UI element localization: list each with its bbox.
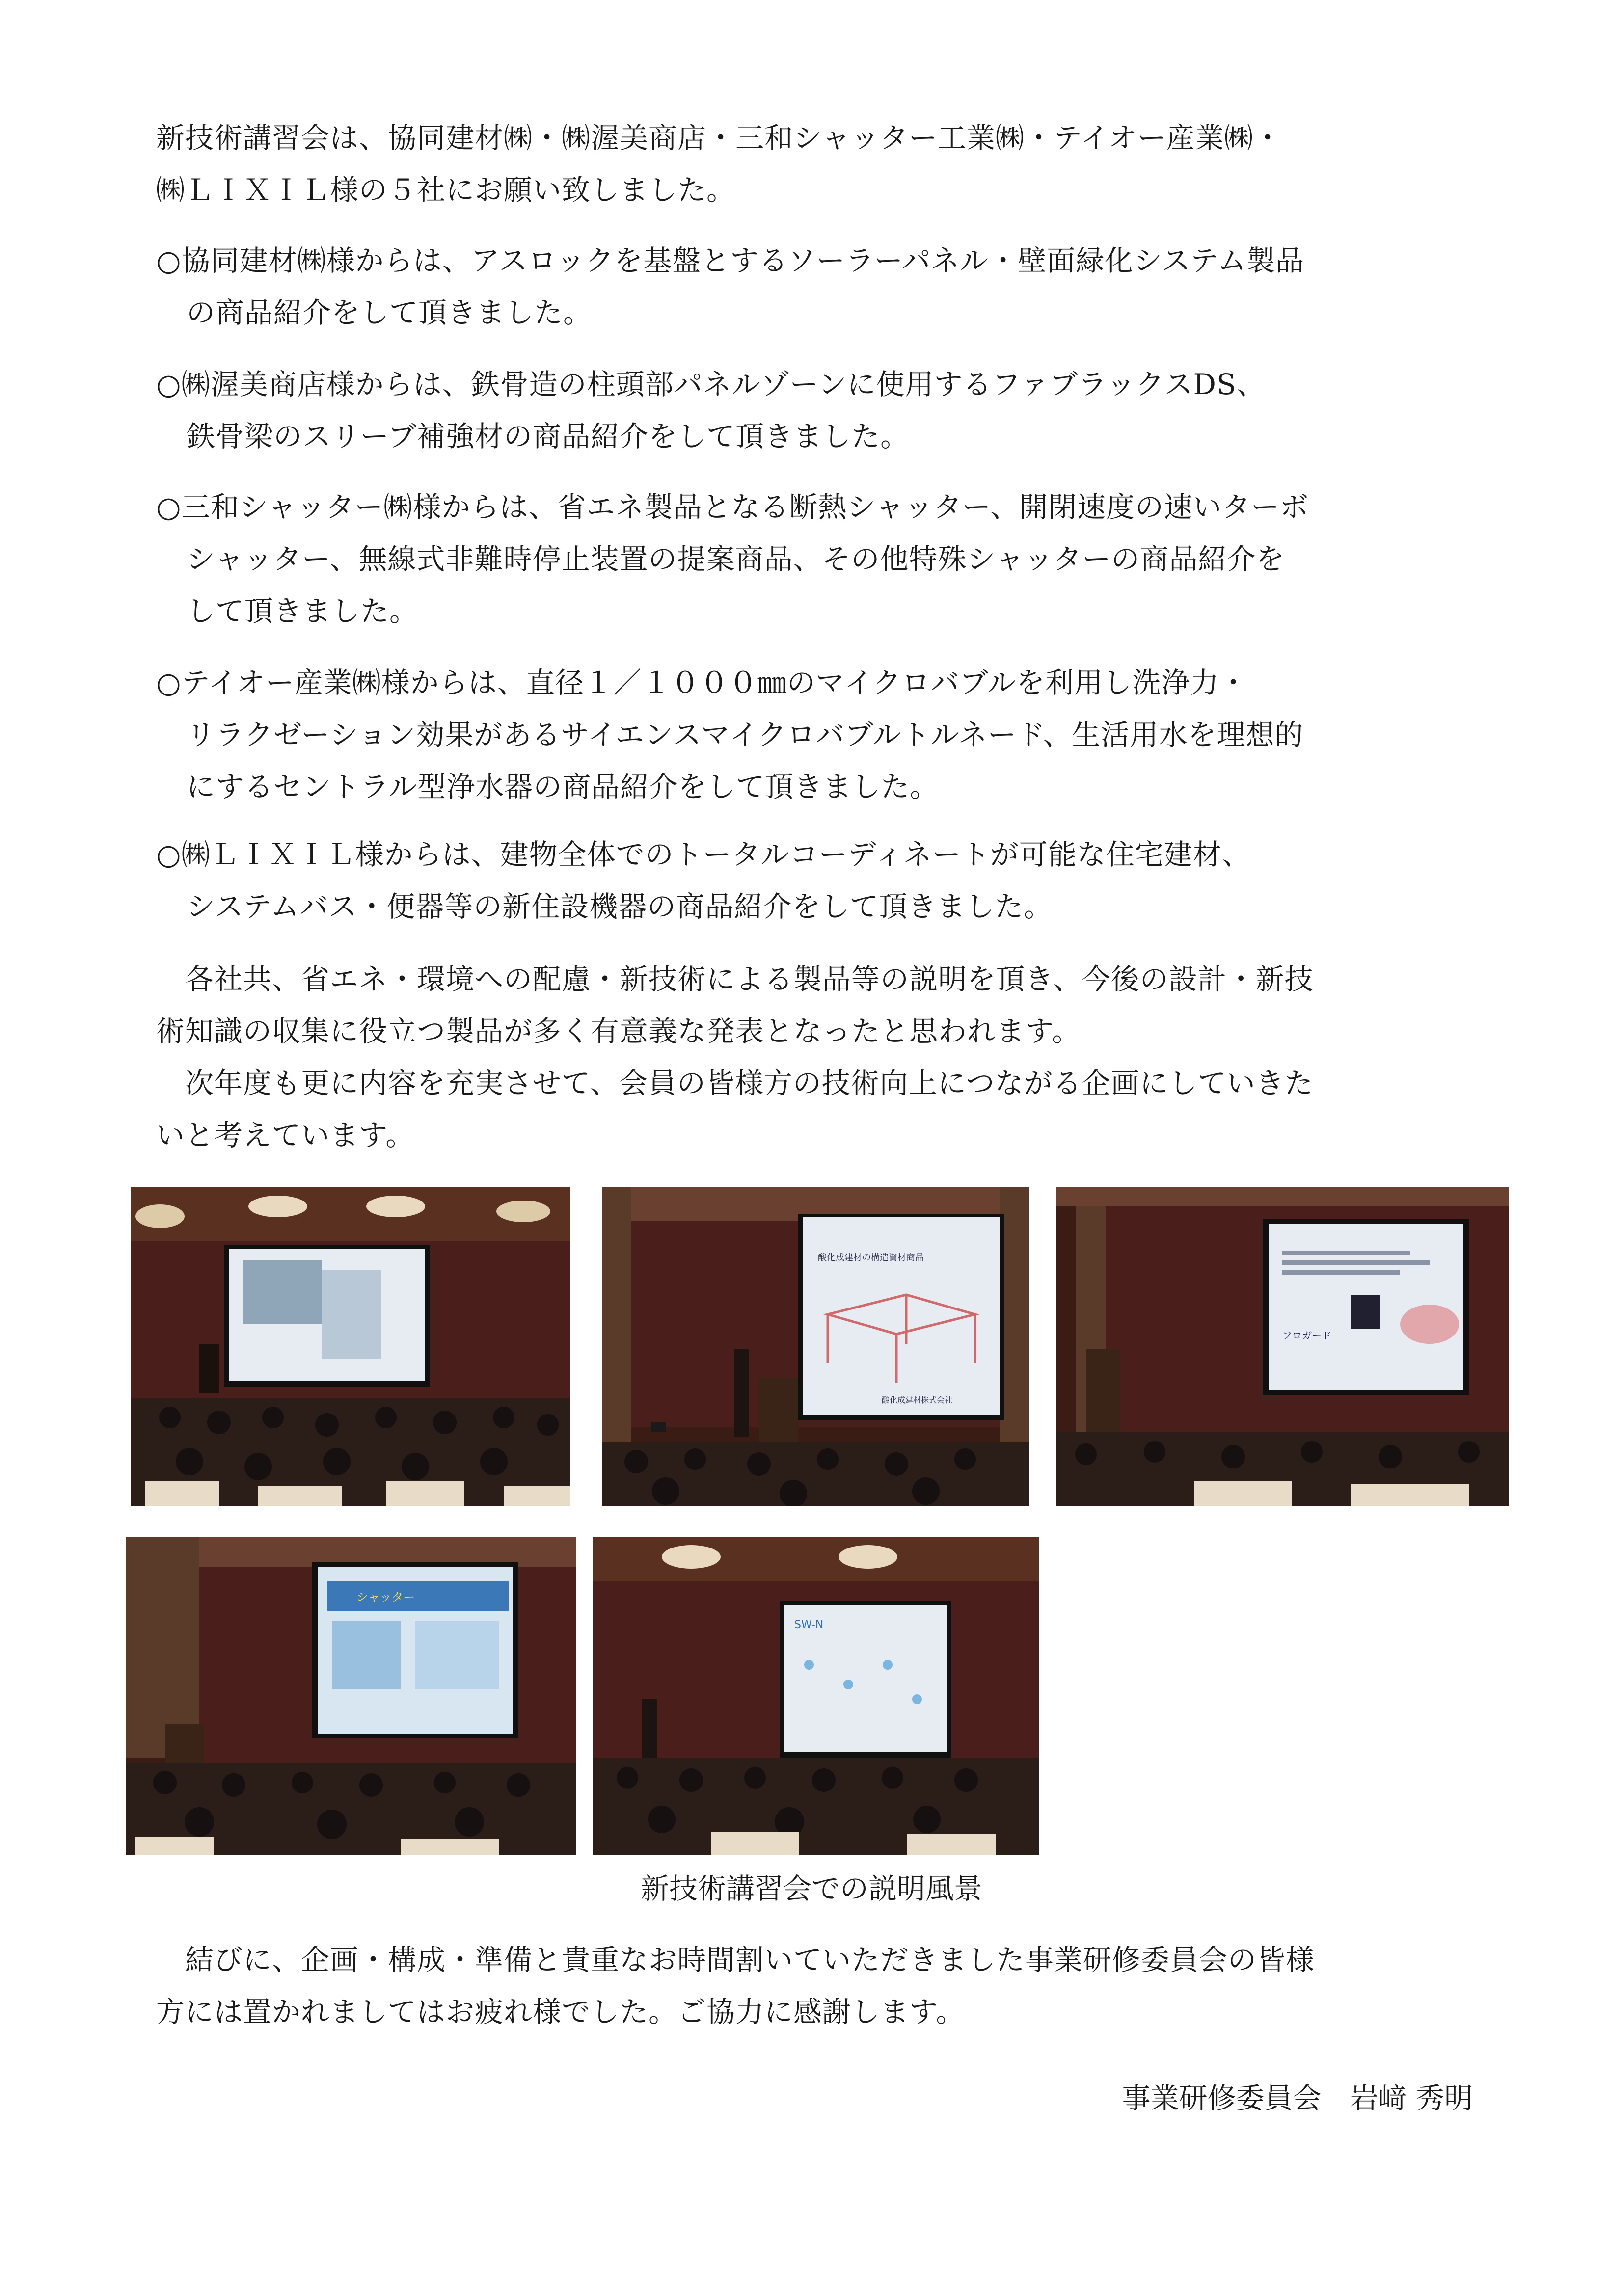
- closing-paragraph: [156, 1934, 1482, 2038]
- summary-line: いと考えています。: [156, 1119, 415, 1152]
- seminar-photo-5: [593, 1537, 1039, 1855]
- slide-title: シャッター: [356, 1590, 415, 1604]
- item-line: の商品紹介をして頂きました。: [187, 296, 593, 329]
- photo-caption: 新技術講習会での説明風景: [640, 1872, 982, 1905]
- summary-paragraph: [156, 953, 1482, 1161]
- item-line: にするセントラル型浄水器の商品紹介をして頂きました。: [187, 770, 939, 803]
- item-line: ○㈱ＬＩＸＩＬ様からは、建物全体でのトータルコーディネートが可能な住宅建材、: [156, 838, 1251, 871]
- item-kyodo: [156, 235, 1482, 339]
- item-line: 鉄骨梁のスリーブ補強材の商品紹介をして頂きました。: [187, 420, 910, 453]
- item-line: して頂きました。: [187, 594, 419, 628]
- item-sanwa: [156, 481, 1482, 637]
- signature: 事業研修委員会 岩﨑 秀明: [1122, 2082, 1473, 2115]
- summary-line: 各社共、省エネ・環境への配慮・新技術による製品等の説明を頂き、今後の設計・新技: [156, 962, 1314, 996]
- seminar-photo-1: [131, 1187, 570, 1506]
- item-line: リラクゼーション効果があるサイエンスマイクロバブルトルネード、生活用水を理想的: [187, 718, 1304, 751]
- seminar-photo-2: [602, 1187, 1029, 1506]
- closing-line: 方には置かれましてはお疲れ様でした。ご協力に感謝します。: [156, 1995, 965, 2029]
- closing-line: 結びに、企画・構成・準備と貴重なお時間割いていただきました事業研修委員会の皆様: [156, 1943, 1315, 1976]
- intro-line-1: 新技術講習会は、協同建材㈱・㈱渥美商店・三和シャッター工業㈱・テイオー産業㈱・: [156, 121, 1283, 155]
- slide-footer: 酸化成建材株式会社: [882, 1395, 953, 1405]
- seminar-photo-4: [126, 1537, 576, 1855]
- slide-title: SW-N: [794, 1619, 824, 1631]
- item-line: シャッター、無線式非難時停止装置の提案商品、その他特殊シャッターの商品紹介を: [187, 542, 1285, 576]
- slide-brand: フロガード: [1282, 1330, 1331, 1341]
- item-line: ○三和シャッター㈱様からは、省エネ製品となる断熱シャッター、開閉速度の速いターボ: [156, 490, 1309, 524]
- item-lixil: [156, 828, 1482, 933]
- summary-line: 次年度も更に内容を充実させて、会員の皆様方の技術向上につながる企画にしていきた: [156, 1067, 1314, 1100]
- item-line: ○協同建材㈱様からは、アスロックを基盤とするソーラーパネル・壁面緑化システム製品: [156, 244, 1305, 277]
- item-line: ○㈱渥美商店様からは、鉄骨造の柱頭部パネルゾーンに使用するファブラックスDS、: [156, 368, 1266, 401]
- seminar-photo-3: [1056, 1187, 1509, 1506]
- item-line: ○テイオー産業㈱様からは、直径１／１０００㎜のマイクロバブルを利用し洗浄力・: [156, 666, 1248, 699]
- intro-line-2: ㈱ＬＩＸＩＬ様の５社にお願い致しました。: [156, 173, 736, 207]
- item-line: システムバス・便器等の新住設機器の商品紹介をして頂きました。: [187, 890, 1053, 923]
- intro-paragraph: [156, 112, 1482, 216]
- item-teio: [156, 657, 1482, 813]
- item-atsumi: [156, 358, 1482, 462]
- summary-line: 術知識の収集に役立つ製品が多く有意義な発表となったと思われます。: [156, 1015, 1081, 1048]
- slide-title: 酸化成建材の構造資材商品: [818, 1253, 924, 1263]
